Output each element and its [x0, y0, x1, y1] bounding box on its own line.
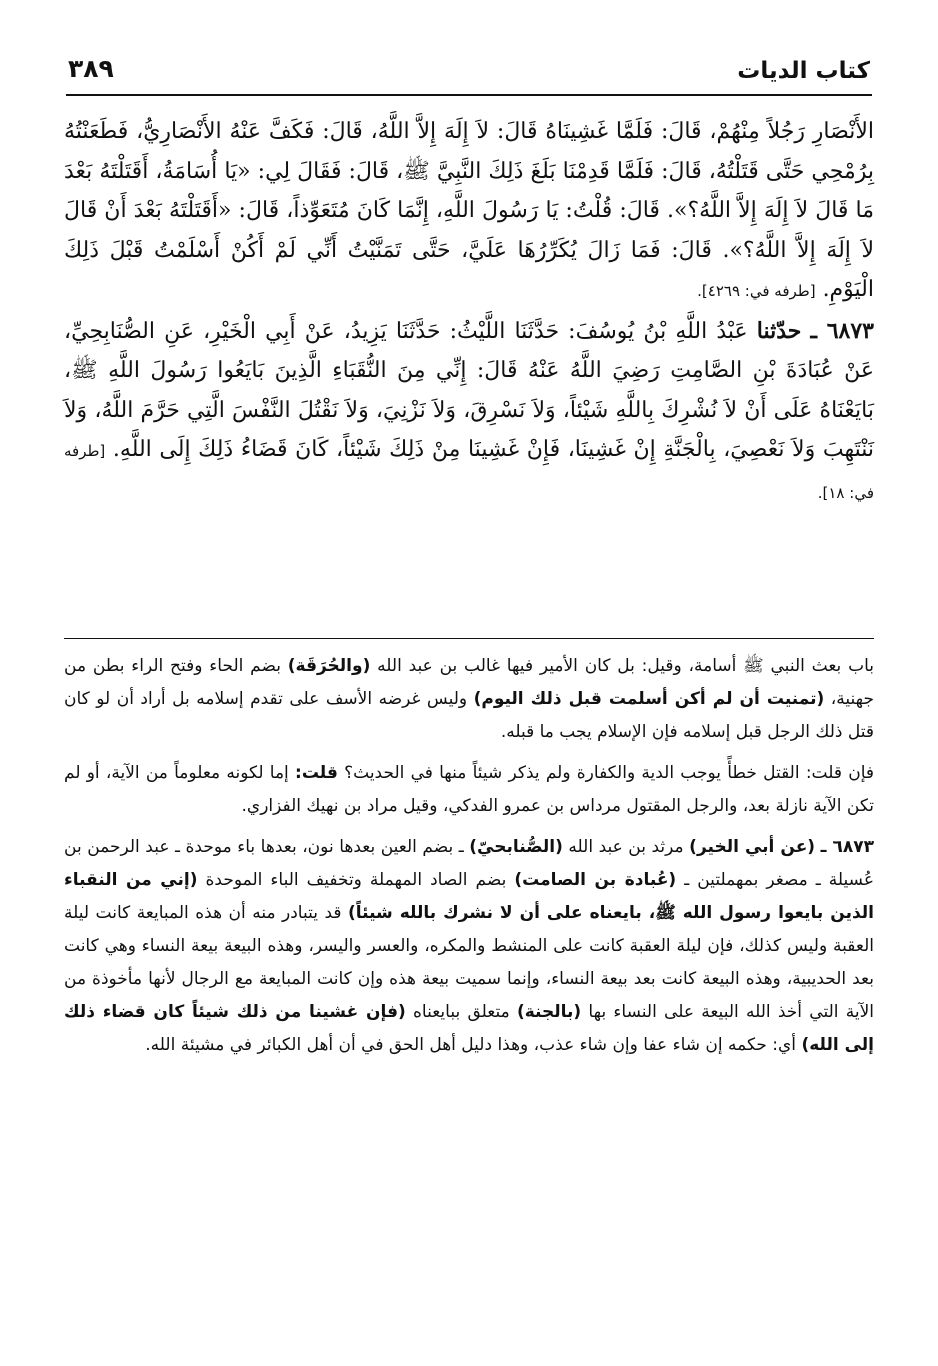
commentary-lemma: (عن أبي الخير) [689, 837, 816, 857]
commentary-text: بضم الصاد المهملة وتخفيف الباء الموحدة [197, 870, 515, 890]
commentary-section [64, 650, 874, 1070]
commentary-paragraph [64, 757, 874, 823]
running-title: كتاب الديات [737, 58, 870, 84]
commentary-lemma: (عُبادة بن الصامت) [514, 870, 677, 890]
hadith-number: ٦٨٧٣ ـ [810, 317, 874, 344]
commentary-lemma: قلت: [295, 763, 338, 783]
hadith-paragraph [64, 112, 874, 312]
commentary-text: فإن قلت: القتل خطأً يوجب الدية والكفارة ولم يذكر شيئاً منها في الحديث؟ [337, 763, 875, 783]
commentary-paragraph [64, 831, 874, 1062]
commentary-text: ـ بضم العين بعدها نون، بعدها باء موحدة ـ عبد الرحمن بن عُسيلة ـ مصغر بمهملتين ـ [64, 837, 874, 890]
commentary-text: إما لكونه معلوماً من الآية، أو لم تكن الآية نازلة بعد، والرجل المقتول مرداس بن عمرو الفدكي، وقيل مراد بن نهيك الفزاري. [64, 763, 874, 816]
commentary-lemma: (الصُّنابحيّ) [469, 837, 563, 857]
page-header [66, 48, 872, 96]
hadith-body: عَبْدُ اللَّهِ بْنُ يُوسُفَ: حَدَّثَنَا اللَّيْثُ: حَدَّثَنَا يَزِيدُ، عَنْ أَبِي الْخَيْرِ، عَنِ الصُّنَابِحِيِّ، عَنْ عُبَادَةَ بْنِ الصَّامِتِ رَضِيَ اللَّهُ عَنْهُ قَالَ: إِنِّي مِنَ النُّقَبَاءِ الَّذِينَ بَايَعُوا رَسُولَ اللَّهِ ﷺ، بَايَعْنَاهُ عَلَى أَنْ لاَ نُشْرِكَ بِاللَّهِ شَيْئاً، وَلاَ نَسْرِقَ، وَلاَ نَزْنِيَ، وَلاَ نَقْتُلَ النَّفْسَ الَّتِي حَرَّمَ اللَّهُ، وَلاَ نَنْتَهِبَ وَلاَ نَعْصِيَ، بِالْجَنَّةِ إِنْ غَشِينَا، فَإِنْ غَشِينَا مِنْ ذَلِكَ شَيْئاً، كَانَ قَضَاءُ ذَلِكَ إِلَى اللَّهِ. [64, 318, 874, 462]
cross-reference: [طرفه في: ١٨]. [64, 442, 874, 502]
commentary-hadith-number: ٦٨٧٣ ـ [820, 837, 874, 857]
cross-reference: [طرفه في: ٤٢٦٩]. [697, 282, 816, 300]
commentary-lemma: (بالجنة) [516, 1002, 582, 1022]
hadith-paragraph [64, 312, 874, 514]
commentary-lemma: (إني من النقباء الذين بايعوا رسول الله ﷺ، بايعناه على أن لا نشرك بالله شيئاً) [64, 870, 875, 923]
isnad-opening: حدّثنا [756, 317, 802, 344]
commentary-text: مرثد بن عبد الله [562, 837, 690, 857]
commentary-lemma: (والحُرَقَة) [287, 656, 371, 676]
commentary-lemma: (فإن غشينا من ذلك شيئاً كان قضاء ذلك إلى الله) [64, 1002, 874, 1055]
commentary-text: باب بعث النبي ﷺ أسامة، وقيل: بل كان الأمير فيها غالب بن عبد الله [370, 656, 874, 676]
commentary-text: أي: حكمه إن شاء عفا وإن شاء عذب، وهذا دليل أهل الحق في أن أهل الكبائر في مشيئة الله. [145, 1035, 802, 1055]
hadith-text [64, 112, 874, 513]
page-number: ٣٨٩ [68, 54, 114, 83]
commentary-text: متعلق ببايعناه [405, 1002, 517, 1022]
commentary-paragraph [64, 650, 874, 749]
commentary-text: بضم الحاء وفتح الراء بطن من جهنية، [64, 656, 875, 709]
hadith-body: الأَنْصَارِ رَجُلاً مِنْهُمْ، قَالَ: فَلَمَّا غَشِينَاهُ قَالَ: لاَ إِلَهَ إِلاَّ اللَّهُ، قَالَ: فَكَفَّ عَنْهُ الأَنْصَارِيُّ، فَطَعَنْتُهُ بِرُمْحِي حَتَّى قَتَلْتُهُ، قَالَ: فَلَمَّا قَدِمْنَا بَلَغَ ذَلِكَ النَّبِيَّ ﷺ، قَالَ: فَقَالَ لِي: «يَا أُسَامَةُ، أَقَتَلْتَهُ بَعْدَ مَا قَالَ لاَ إِلَهَ إِلاَّ اللَّهُ؟». قَالَ: قُلْتُ: يَا رَسُولَ اللَّهِ، إِنَّمَا كَانَ مُتَعَوِّذاً، قَالَ: «أَقَتَلْتَهُ بَعْدَ أَنْ قَالَ لاَ إِلَهَ إِلاَّ اللَّهُ؟». قَالَ: فَمَا زَالَ يُكَرِّرُهَا عَلَيَّ، حَتَّى تَمَنَّيْتُ أَنِّي لَمْ أَكُنْ أَسْلَمْتُ قَبْلَ ذَلِكَ الْيَوْمِ. [64, 119, 874, 302]
commentary-text: قد يتبادر منه أن هذه المبايعة كانت ليلة العقبة وليس كذلك، فإن ليلة العقبة كانت على المنشط والمكره، والعسر واليسر، وهذه البيعة بيعة النساء وهي كانت بعد الحديبية، وهذه البيعة كانت بعد بيعة النساء، وإنما سميت بيعة هذه وإن كانت المبايعة مع الرجال لأنها مأخوذة من الآية التي أخذ الله البيعة على النساء بها [64, 903, 874, 1022]
commentary-text: وليس غرضه الأسف على تقدم إسلامه بل أراد أن لو كان قتل ذلك الرجل قبل إسلامه فإن الإسلام يجب ما قبله. [64, 689, 874, 742]
commentary-lemma: (تمنيت أن لم أكن أسلمت قبل ذلك اليوم) [473, 689, 825, 709]
footnote-separator [64, 638, 874, 639]
